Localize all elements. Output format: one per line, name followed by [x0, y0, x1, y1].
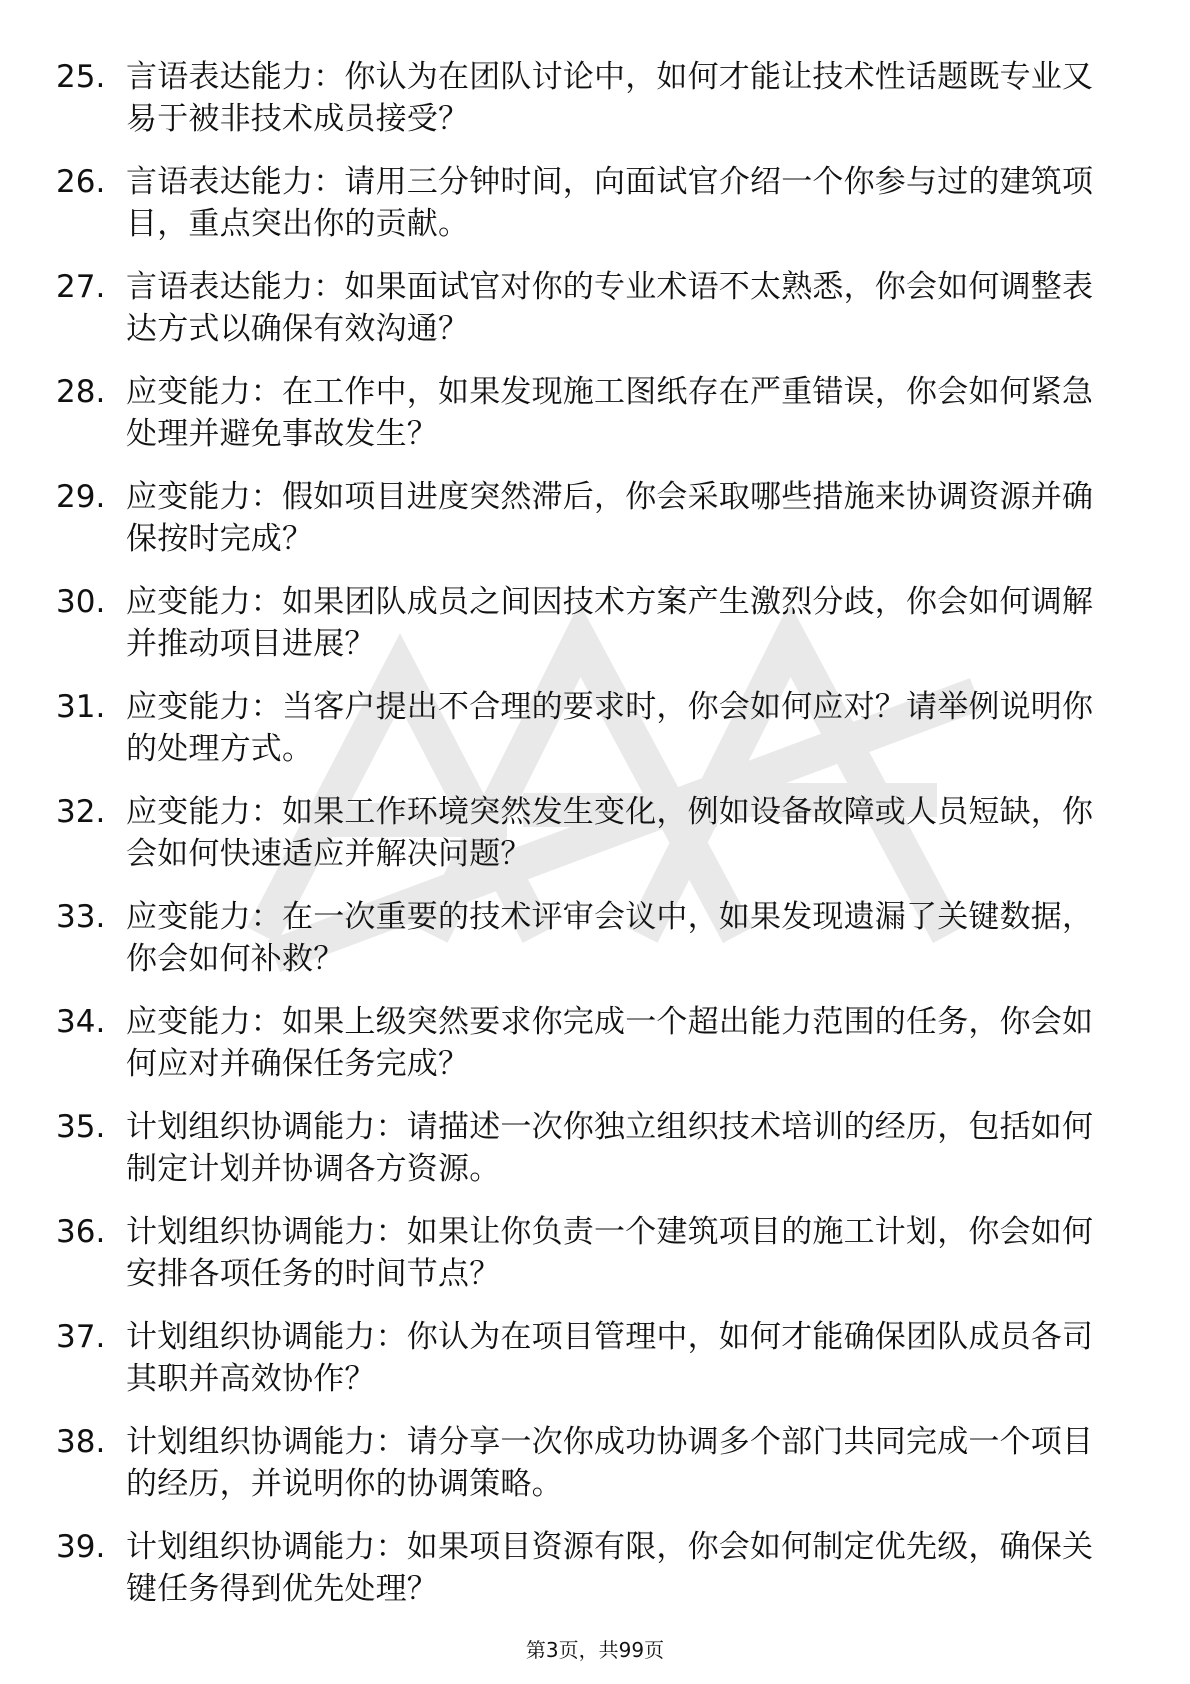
question-item: [0, 1203, 1190, 1308]
question-item: [0, 573, 1190, 678]
question-number: 26.: [56, 164, 106, 200]
question-item: [0, 993, 1190, 1098]
question-list: [0, 48, 1190, 1623]
question-number: 30.: [56, 584, 106, 620]
question-item: [0, 1308, 1190, 1413]
question-text: 计划组织协调能力：如果让你负责一个建筑项目的施工计划，你会如何安排各项任务的时间节点？: [126, 1214, 1094, 1292]
question-text: 计划组织协调能力：你认为在项目管理中，如何才能确保团队成员各司其职并高效协作？: [126, 1319, 1094, 1397]
question-number: 28.: [56, 374, 106, 410]
question-item: [0, 258, 1190, 363]
question-item: [0, 783, 1190, 888]
question-number: 35.: [56, 1109, 106, 1145]
question-item: [0, 678, 1190, 783]
question-number: 39.: [56, 1529, 106, 1565]
page-footer: [0, 1636, 1190, 1664]
question-item: [0, 468, 1190, 573]
question-text: 应变能力：如果团队成员之间因技术方案产生激烈分歧，你会如何调解并推动项目进展？: [126, 584, 1094, 662]
question-text: 计划组织协调能力：请描述一次你独立组织技术培训的经历，包括如何制定计划并协调各方资源。: [126, 1109, 1094, 1187]
question-number: 27.: [56, 269, 106, 305]
question-number: 34.: [56, 1004, 106, 1040]
question-text: 计划组织协调能力：请分享一次你成功协调多个部门共同完成一个项目的经历，并说明你的协调策略。: [126, 1424, 1094, 1502]
question-text: 言语表达能力：如果面试官对你的专业术语不太熟悉，你会如何调整表达方式以确保有效沟通？: [126, 269, 1094, 347]
question-text: 应变能力：假如项目进度突然滞后，你会采取哪些措施来协调资源并确保按时完成？: [126, 479, 1094, 557]
question-item: [0, 1413, 1190, 1518]
question-number: 36.: [56, 1214, 106, 1250]
question-number: 33.: [56, 899, 106, 935]
question-item: [0, 153, 1190, 258]
question-number: 29.: [56, 479, 106, 515]
question-number: 32.: [56, 794, 106, 830]
question-text: 言语表达能力：你认为在团队讨论中，如何才能让技术性话题既专业又易于被非技术成员接受？: [126, 59, 1094, 137]
question-text: 应变能力：在一次重要的技术评审会议中，如果发现遗漏了关键数据，你会如何补救？: [126, 899, 1094, 977]
question-text: 言语表达能力：请用三分钟时间，向面试官介绍一个你参与过的建筑项目，重点突出你的贡献。: [126, 164, 1094, 242]
question-text: 应变能力：如果工作环境突然发生变化，例如设备故障或人员短缺，你会如何快速适应并解决问题？: [126, 794, 1094, 872]
question-number: 37.: [56, 1319, 106, 1355]
question-text: 应变能力：如果上级突然要求你完成一个超出能力范围的任务，你会如何应对并确保任务完成？: [126, 1004, 1094, 1082]
question-item: [0, 1518, 1190, 1623]
question-number: 31.: [56, 689, 106, 725]
question-item: [0, 48, 1190, 153]
question-text: 应变能力：在工作中，如果发现施工图纸存在严重错误，你会如何紧急处理并避免事故发生？: [126, 374, 1094, 452]
question-item: [0, 1098, 1190, 1203]
question-text: 计划组织协调能力：如果项目资源有限，你会如何制定优先级，确保关键任务得到优先处理？: [126, 1529, 1094, 1607]
question-item: [0, 888, 1190, 993]
question-number: 25.: [56, 59, 106, 95]
question-item: [0, 363, 1190, 468]
question-number: 38.: [56, 1424, 106, 1460]
page-counter: 第3页，共99页: [525, 1638, 665, 1662]
question-text: 应变能力：当客户提出不合理的要求时，你会如何应对？请举例说明你的处理方式。: [126, 689, 1094, 767]
